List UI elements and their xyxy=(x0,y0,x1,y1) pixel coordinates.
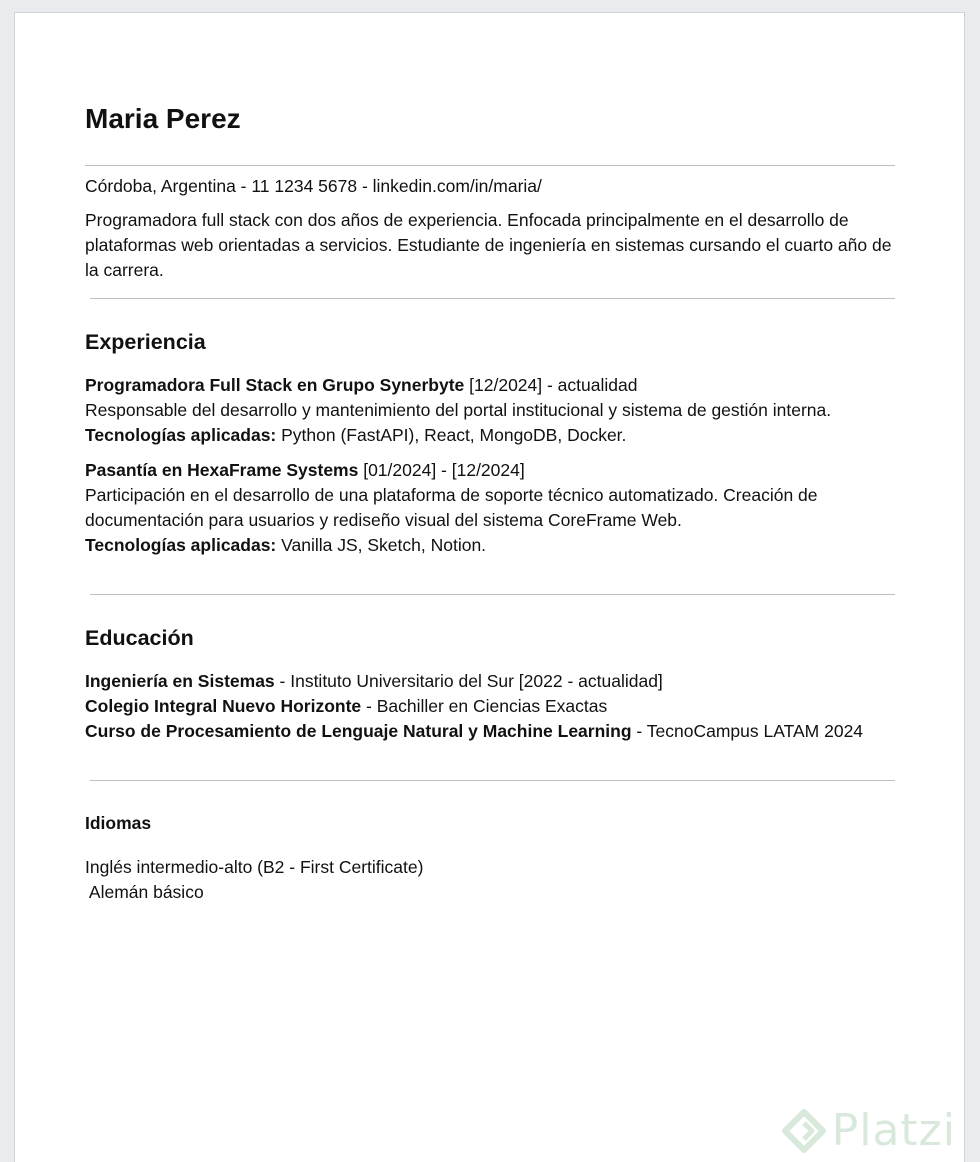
resume-content xyxy=(85,97,895,905)
language-item: Inglés intermedio-alto (B2 - First Certificate) xyxy=(85,857,424,877)
tech-list: Vanilla JS, Sketch, Notion. xyxy=(276,535,487,555)
watermark-text: Platzi xyxy=(831,1105,956,1156)
experience-item xyxy=(85,458,895,558)
education-detail: - TecnoCampus LATAM 2024 xyxy=(631,721,864,741)
tech-label: Tecnologías aplicadas: xyxy=(85,535,277,555)
experience-title-line xyxy=(85,458,895,483)
tech-list: Python (FastAPI), React, MongoDB, Docker. xyxy=(276,425,627,445)
experience-description: Participación en el desarrollo de una plataforma de soporte técnico automatizado. Creación de documentación para usuarios y rediseño visual del sistema CoreFrame Web. xyxy=(85,485,818,530)
tech-label: Tecnologías aplicadas: xyxy=(85,425,277,445)
experience-dates: [01/2024] - [12/2024] xyxy=(358,460,525,480)
education-item xyxy=(85,669,895,694)
platzi-logo-icon xyxy=(782,1109,826,1153)
experience-tech-line xyxy=(85,533,895,558)
education-detail: - Instituto Universitario del Sur [2022 - actualidad] xyxy=(274,671,663,691)
experience-role: Pasantía en HexaFrame Systems xyxy=(85,460,359,480)
experience-title-line xyxy=(85,373,895,398)
education-item xyxy=(85,719,895,744)
experience-dates: [12/2024] - actualidad xyxy=(464,375,638,395)
education-name: Ingeniería en Sistemas xyxy=(85,671,275,691)
education-detail: - Bachiller en Ciencias Exactas xyxy=(361,696,608,716)
platzi-watermark xyxy=(782,1105,956,1156)
education-heading: Educación xyxy=(85,626,194,650)
experience-tech-line xyxy=(85,423,895,448)
candidate-name: Maria Perez xyxy=(85,103,241,134)
experience-role: Programadora Full Stack en Grupo Synerbyte xyxy=(85,375,465,395)
education-name: Colegio Integral Nuevo Horizonte xyxy=(85,696,362,716)
education-name: Curso de Procesamiento de Lenguaje Natural y Machine Learning xyxy=(85,721,632,741)
education-item xyxy=(85,694,895,719)
experience-heading: Experiencia xyxy=(85,330,206,354)
contact-info: Córdoba, Argentina - 11 1234 5678 - linkedin.com/in/maria/ xyxy=(85,176,542,196)
experience-item xyxy=(85,373,895,448)
profile-summary: Programadora full stack con dos años de experiencia. Enfocada principalmente en el desarrollo de plataformas web orientadas a servicios. Estudiante de ingeniería en sistemas cursando el cuarto año de la carrera. xyxy=(85,210,892,280)
language-item: Alemán básico xyxy=(85,882,204,902)
experience-description: Responsable del desarrollo y mantenimiento del portal institucional y sistema de gestión interna. xyxy=(85,400,832,420)
resume-page xyxy=(14,12,965,1162)
languages-heading: Idiomas xyxy=(85,813,152,833)
